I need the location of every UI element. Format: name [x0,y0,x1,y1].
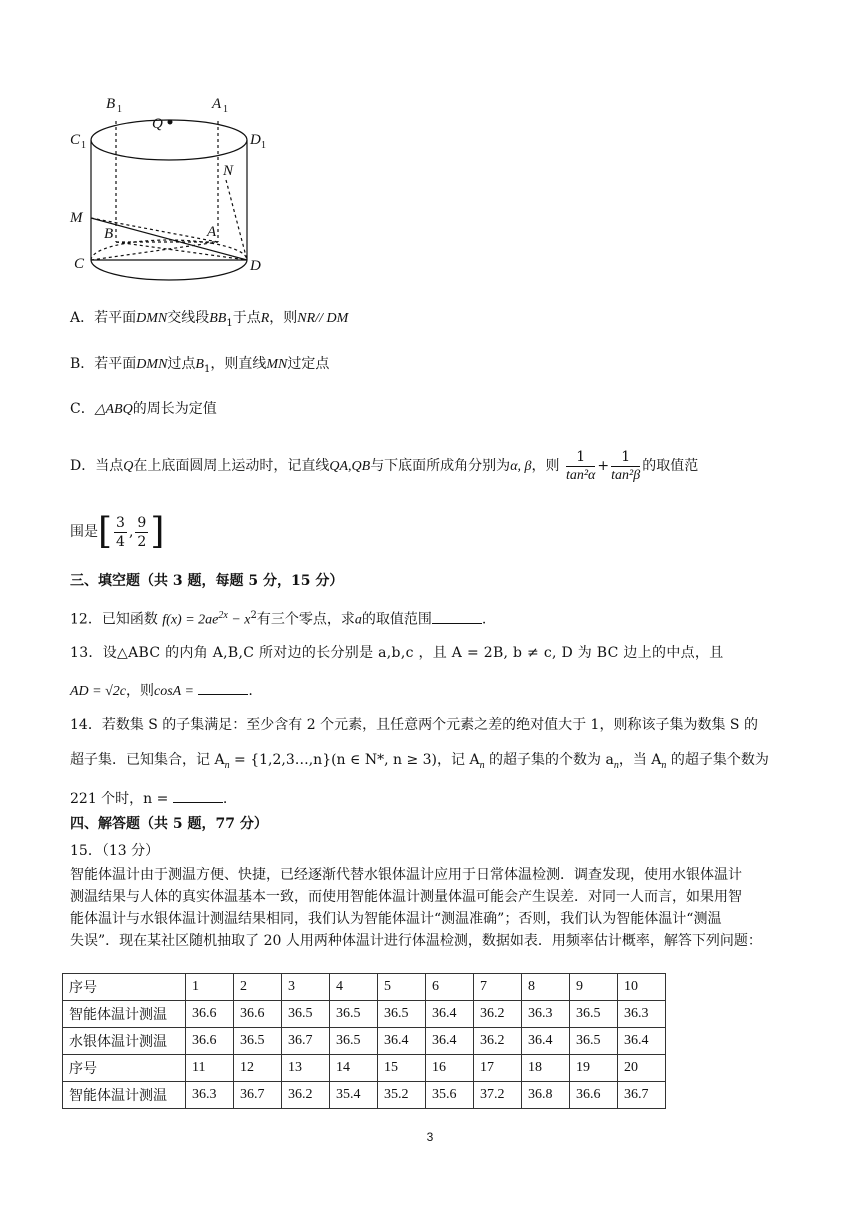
table-cell: 36.7 [234,1082,282,1109]
table-cell: 16 [426,1055,474,1082]
table-cell: 17 [474,1055,522,1082]
option-b: B．若平面DMN过点$B_1$，则直线MN过定点 [70,356,330,375]
label-d: D [250,258,261,274]
question-15-header: 15．（13 分） [70,843,160,859]
svg-text:1: 1 [81,140,86,151]
table-row [63,1001,666,1028]
question-12: 12．已知函数 $f(x) = 2ae^{2x} - x^2$有三个零点，求a的取值范围 . [70,610,487,628]
table-cell: 36.2 [282,1082,330,1109]
svg-text:1: 1 [223,104,228,115]
table-cell: 1 [186,974,234,1001]
table-cell: 36.4 [522,1028,570,1055]
table-cell: 13 [282,1055,330,1082]
table-cell: 36.5 [378,1001,426,1028]
table-cell: 36.7 [282,1028,330,1055]
temperature-table [62,973,666,1109]
svg-text:1: 1 [117,104,122,115]
table-cell: 10 [618,974,666,1001]
table-cell: 36.5 [570,1028,618,1055]
option-d-range: 围是[ $\frac{3}{4}$ , $\frac{9}{2}$ ] [70,511,165,552]
table-cell: 14 [330,1055,378,1082]
label-m: M [70,210,83,226]
question-14-line2: 超子集．已知集合，记 $A_n$ = {1,2,3…,n}(n ∈ N*, n ≥ 3)，记 $A_n$ 的超子集的个数为 $a_n$，当 $A_n$ 的超子集个数为 [70,752,769,771]
table-cell: 18 [522,1055,570,1082]
table-cell: 4 [330,974,378,1001]
table-cell: 36.5 [282,1001,330,1028]
table-cell: 35.4 [330,1082,378,1109]
question-13-line1: 13．设△ABC 的内角 A,B,C 所对边的长分别是 a,b,c ，且 A = 2B, b ≠ c, D 为 BC 边上的中点，且 [70,645,724,661]
table-cell: 36.3 [186,1082,234,1109]
section-3-title: 三、填空题（共 3 题，每题 5 分，15 分） [70,573,344,589]
table-cell: 11 [186,1055,234,1082]
table-cell: 36.2 [474,1001,522,1028]
option-c: C．△ABQ的周长为定值 [70,401,217,417]
table-cell: 36.5 [330,1001,378,1028]
label-d1: D [250,132,261,148]
label-n: N [223,163,234,179]
label-q: Q [152,116,163,132]
table-cell: 8 [522,974,570,1001]
table-cell: 36.6 [186,1001,234,1028]
label-a: A [207,224,217,240]
table-cell: 36.6 [186,1028,234,1055]
table-cell: 36.4 [378,1028,426,1055]
table-cell: 2 [234,974,282,1001]
label-c1: C [70,132,81,148]
table-cell: 36.6 [570,1082,618,1109]
table-row [63,1055,666,1082]
table-cell: 36.3 [618,1001,666,1028]
page-number: 3 [426,1130,434,1144]
table-cell: 36.4 [426,1028,474,1055]
table-cell: 36.5 [330,1028,378,1055]
question-14-line3: 221 个时，n = . [70,788,227,809]
table-cell: 20 [618,1055,666,1082]
section-4-title: 四、解答题（共 5 题，77 分） [70,816,268,832]
table-cell: 36.2 [474,1028,522,1055]
table-cell: 36.4 [426,1001,474,1028]
table-cell: 7 [474,974,522,1001]
table-cell: 36.6 [234,1001,282,1028]
question-13-line2: AD = √2c，则cosA = . [70,680,253,702]
table-cell: 36.8 [522,1082,570,1109]
table-cell: 36.7 [618,1082,666,1109]
table-cell: 6 [426,974,474,1001]
bottom-ellipse-front [91,260,247,280]
table-cell: 36.3 [522,1001,570,1028]
label-a1: A [212,96,222,112]
table-row [63,1082,666,1109]
option-a: A．若平面DMN交线段$BB_1$于点R，则NR// DM [70,310,349,329]
table-cell: 15 [378,1055,426,1082]
table-cell: 36.5 [570,1001,618,1028]
table-cell: 19 [570,1055,618,1082]
cylinder-figure [66,90,286,290]
option-d: D．当点Q在上底面圆周上运动时，记直线QA,QB与下底面所成角分别为α, β，则 $\frac{1}{\text{tan²α}}$ + $\frac{1}{\text{tan²β}}$ 的取值范 [70,448,699,483]
table-cell: 3 [282,974,330,1001]
table-row [63,974,666,1001]
label-c: C [74,256,85,272]
row-label: 序号 [63,974,186,1001]
table-cell: 36.4 [618,1028,666,1055]
table-cell: 9 [570,974,618,1001]
row-label: 智能体温计测温 [63,1082,186,1109]
question-15-body: 智能体温计由于测温方便、快捷，已经逐渐代替水银体温计应用于日常体温检测．调查发现，使用水银体温计 测温结果与人体的真实体温基本一致，而使用智能体温计测量体温可能会产生误差．对同一人而言，如果用智 能体温计与水银体温计测温结果相同，我们认为智能体温计“测温准确”；否则，我们认为智能体温计“测温 失误”．现在某社区随机抽取了 20 人用两种体温计进行体温检测，数据如表．用频率估计概率，解答下列问题： [70,867,762,949]
table-cell: 5 [378,974,426,1001]
table-cell: 37.2 [474,1082,522,1109]
table-cell: 35.6 [426,1082,474,1109]
table-row [63,1028,666,1055]
label-b: B [104,226,114,242]
point-q [168,120,173,125]
row-label: 序号 [63,1055,186,1082]
label-b1: B [106,96,116,112]
table-cell: 12 [234,1055,282,1082]
top-ellipse [91,120,247,160]
svg-text:1: 1 [261,140,266,151]
row-label: 水银体温计测温 [63,1028,186,1055]
row-label: 智能体温计测温 [63,1001,186,1028]
table-cell: 36.5 [234,1028,282,1055]
table-cell: 35.2 [378,1082,426,1109]
question-14-line1: 14．若数集 S 的子集满足：至少含有 2 个元素，且任意两个元素之差的绝对值大于 1，则称该子集为数集 S 的 [70,717,758,733]
